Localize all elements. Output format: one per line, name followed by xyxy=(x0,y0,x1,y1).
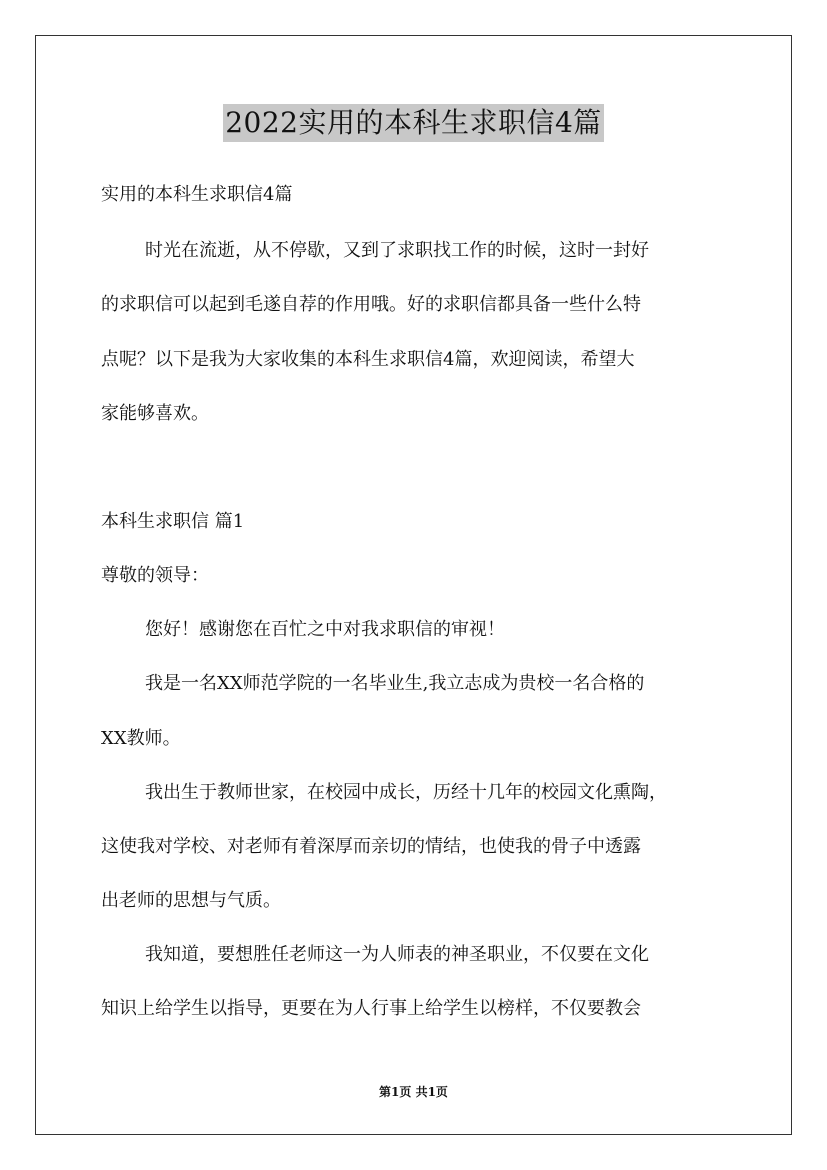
intro-line: 时光在流逝，从不停歇，又到了求职找工作的时候，这时一封好 xyxy=(145,240,649,261)
paragraph-line: 这使我对学校、对老师有着深厚而亲切的情结，也使我的骨子中透露 xyxy=(101,836,641,857)
page-footer: 第1页 共1页 xyxy=(379,1085,448,1099)
intro-line: 的求职信可以起到毛遂自荐的作用哦。好的求职信都具备一些什么特 xyxy=(101,294,641,315)
paragraph-line: 出老师的思想与气质。 xyxy=(101,890,281,911)
paragraph-line: 知识上给学生以指导，更要在为人行事上给学生以榜样，不仅要教会 xyxy=(101,998,641,1019)
paragraph-line: XX教师。 xyxy=(101,728,181,749)
paragraph-line: 我是一名XX师范学院的一名毕业生,我立志成为贵校一名合格的 xyxy=(145,673,645,694)
document-title: 2022实用的本科生求职信4篇 xyxy=(223,104,604,142)
intro-line: 家能够喜欢。 xyxy=(101,403,209,424)
document-subtitle: 实用的本科生求职信4篇 xyxy=(101,184,293,205)
paragraph-line: 我出生于教师世家，在校园中成长，历经十几年的校园文化熏陶， xyxy=(145,782,667,803)
greeting-line: 您好！感谢您在百忙之中对我求职信的审视！ xyxy=(145,619,505,640)
section-heading: 本科生求职信 篇1 xyxy=(101,511,245,532)
intro-line: 点呢？以下是我为大家收集的本科生求职信4篇，欢迎阅读，希望大 xyxy=(101,349,635,370)
paragraph-line: 我知道，要想胜任老师这一为人师表的神圣职业，不仅要在文化 xyxy=(145,944,649,965)
salutation: 尊敬的领导： xyxy=(101,565,209,586)
